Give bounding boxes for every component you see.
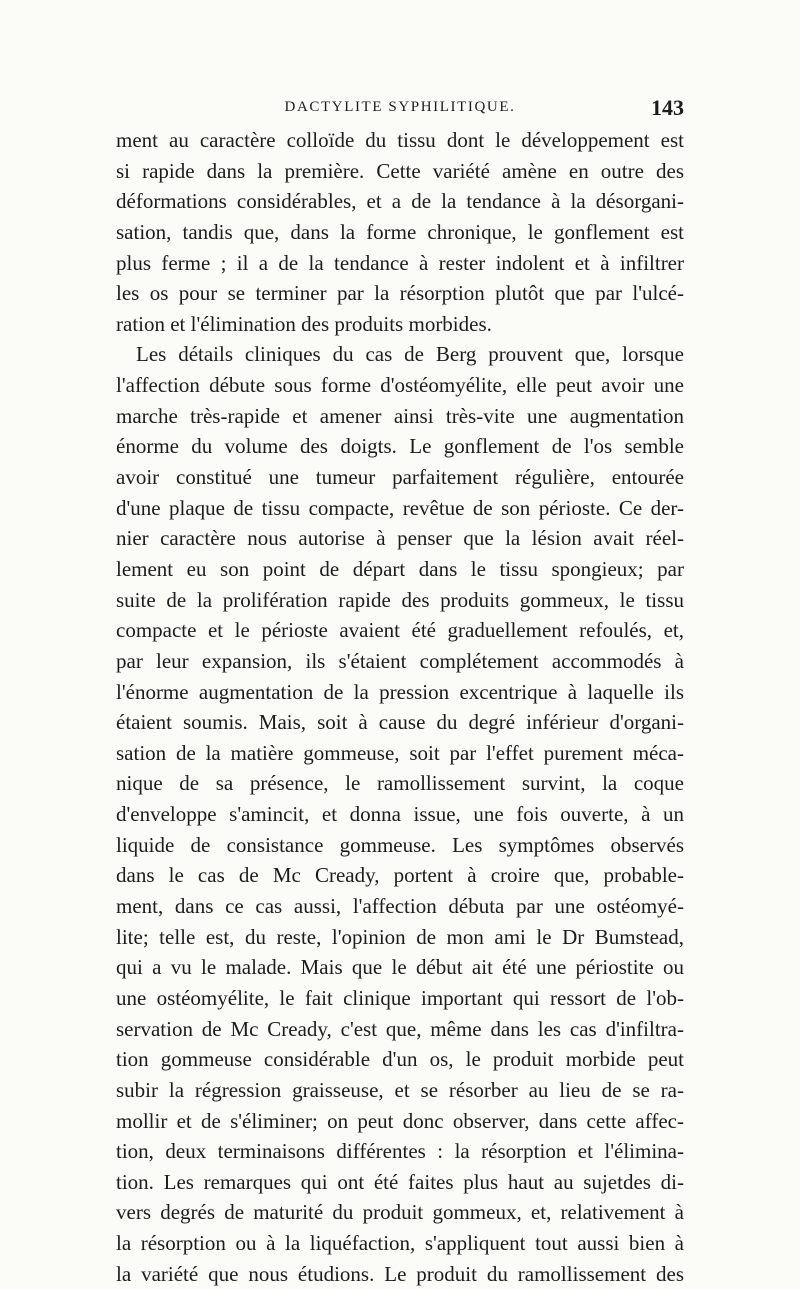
text-line: compacte et le périoste avaient été graduellement refoulés, et, xyxy=(116,618,684,643)
text-line: marche très-rapide et amener ainsi très-vite une augmentation xyxy=(116,403,684,428)
text-line: vers degrés de maturité du produit gommeux, et, relativement à xyxy=(116,1200,684,1225)
text-line: étaient soumis. Mais, soit à cause du degré inférieur d'organi- xyxy=(116,710,684,735)
text-line: d'une plaque de tissu compacte, revêtue de son périoste. Ce der- xyxy=(116,495,684,520)
text-line: ration et l'élimination des produits morbides. xyxy=(116,311,492,336)
text-line: ment, dans ce cas aussi, l'affection débuta par une ostéomyé- xyxy=(116,894,684,919)
text-line: tion. Les remarques qui ont été faites plus haut au sujetdes di- xyxy=(116,1169,684,1194)
text-line: la variété que nous étudions. Le produit du ramollissement des xyxy=(116,1261,684,1286)
text-line: plus ferme ; il a de la tendance à rester indolent et à infiltrer xyxy=(116,250,684,275)
text-line: d'enveloppe s'amincit, et donna issue, une fois ouverte, à un xyxy=(116,802,684,827)
text-line: lement eu son point de départ dans le tissu spongieux; par xyxy=(116,556,684,581)
text-line: subir la régression graisseuse, et se résorber au lieu de se ra- xyxy=(116,1077,684,1102)
text-line: sation, tandis que, dans la forme chronique, le gonflement est xyxy=(116,219,684,244)
text-line: qui a vu le malade. Mais que le début ait été une périostite ou xyxy=(116,955,684,980)
page-number: 143 xyxy=(651,95,684,120)
text-line: la résorption ou à la liquéfaction, s'appliquent tout aussi bien à xyxy=(116,1231,684,1256)
text-line: une ostéomyélite, le fait clinique important qui ressort de l'ob- xyxy=(116,985,684,1010)
text-line: avoir constitué une tumeur parfaitement régulière, entourée xyxy=(116,465,684,490)
running-title: DACTYLITE SYPHILITIQUE. xyxy=(284,99,516,115)
text-line: ment au caractère colloïde du tissu dont le développement est xyxy=(116,128,684,152)
text-line: par leur expansion, ils s'étaient complétement accommodés à xyxy=(116,648,684,673)
text-line: l'énorme augmentation de la pression excentrique à laquelle ils xyxy=(116,679,684,704)
text-line: suite de la prolifération rapide des produits gommeux, le tissu xyxy=(116,587,684,612)
text-line: mollir et de s'éliminer; on peut donc observer, dans cette affec- xyxy=(116,1108,684,1133)
running-head xyxy=(116,95,684,125)
text-line: énorme du volume des doigts. Le gonflement de l'os semble xyxy=(116,434,684,459)
text-line: les os pour se terminer par la résorption plutôt que par l'ulcé- xyxy=(116,281,684,306)
text-line: nier caractère nous autorise à penser que la lésion avait réel- xyxy=(116,526,684,551)
text-line: l'affection débute sous forme d'ostéomyélite, elle peut avoir une xyxy=(116,373,684,398)
text-line: servation de Mc Cready, c'est que, même dans les cas d'infiltra- xyxy=(116,1016,684,1041)
text-line: nique de sa présence, le ramollissement survint, la coque xyxy=(116,771,684,796)
text-line: si rapide dans la première. Cette variété amène en outre des xyxy=(116,158,684,183)
text-line: Les détails cliniques du cas de Berg prouvent que, lorsque xyxy=(136,342,684,367)
text-line: lite; telle est, du reste, l'opinion de mon ami le Dr Bumstead, xyxy=(116,924,684,949)
text-line: tion gommeuse considérable d'un os, le produit morbide peut xyxy=(116,1047,684,1072)
text-line: tion, deux terminaisons différentes : la résorption et l'élimina- xyxy=(116,1139,684,1164)
text-line: dans le cas de Mc Cready, portent à croire que, probable- xyxy=(116,863,684,888)
text-line: déformations considérables, et a de la tendance à la désorgani- xyxy=(116,189,684,214)
text-line: sation de la matière gommeuse, soit par l'effet purement méca- xyxy=(116,740,684,765)
text-line: liquide de consistance gommeuse. Les symptômes observés xyxy=(116,832,684,857)
body-text xyxy=(116,125,684,1289)
